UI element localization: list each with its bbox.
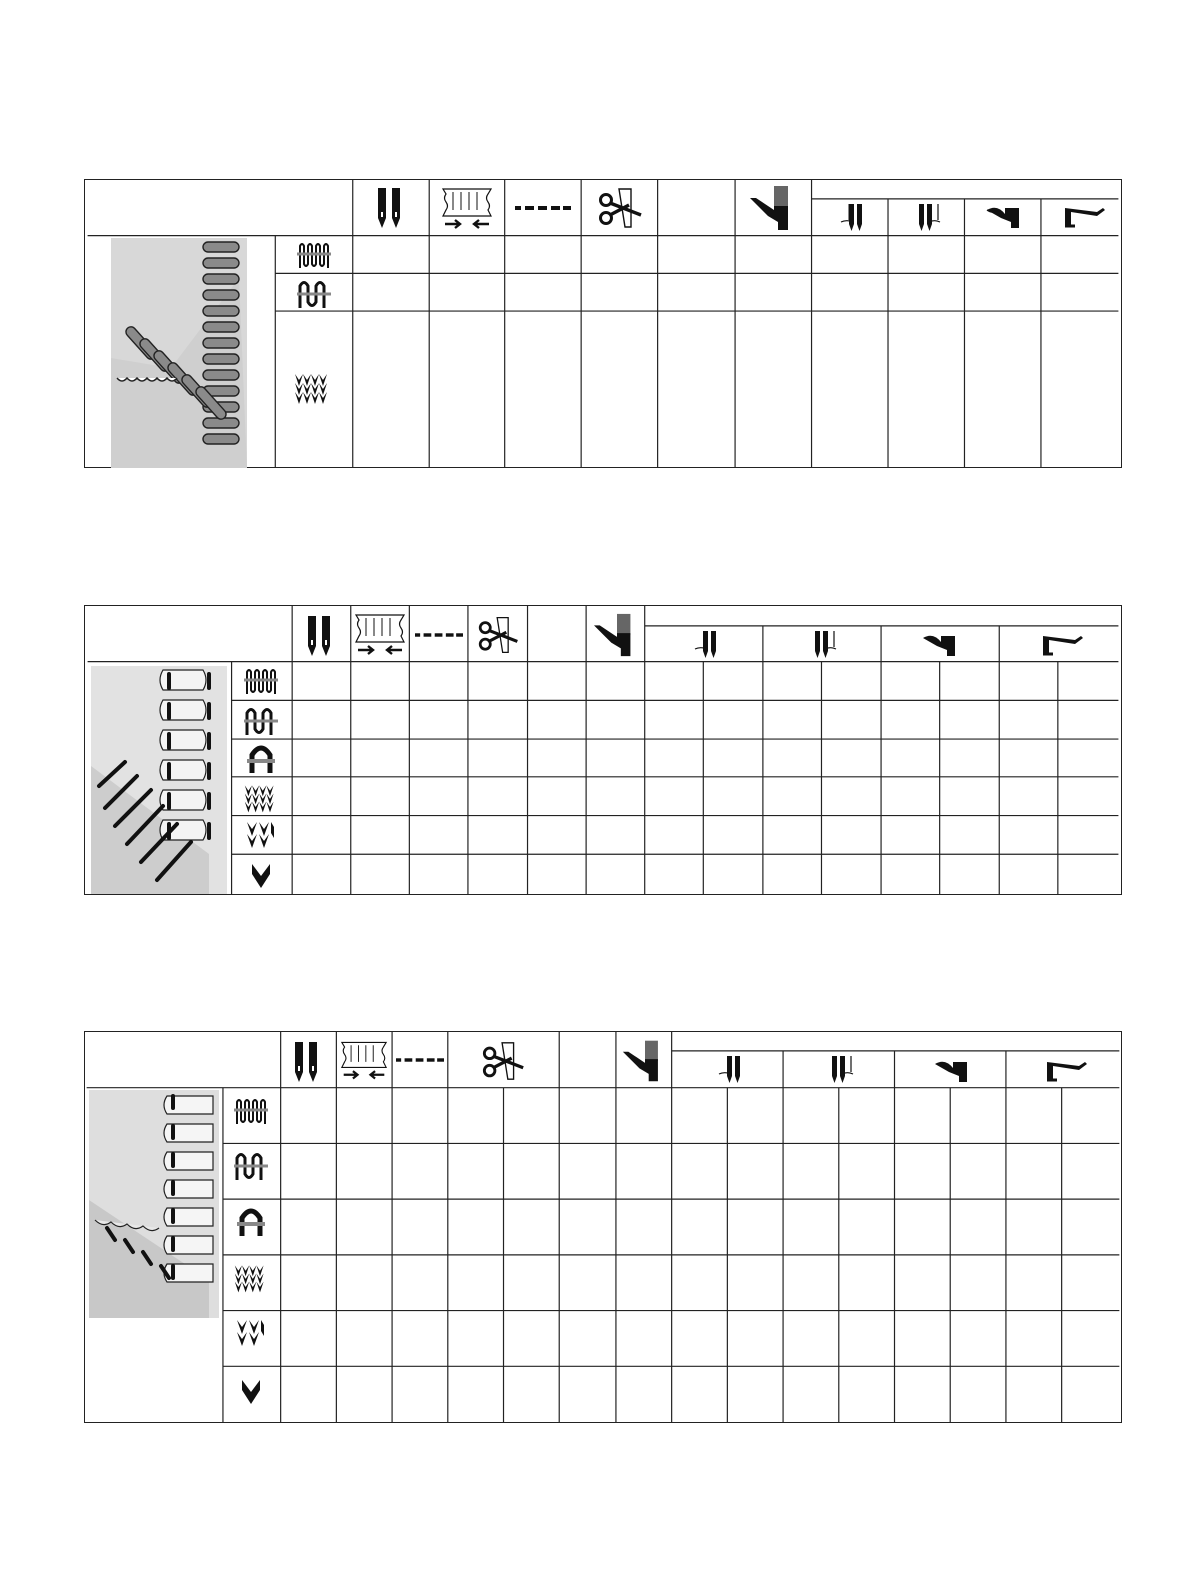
fabric-knit-fine-icon xyxy=(233,1262,269,1294)
stitch-length-dashes-icon xyxy=(515,202,571,214)
upper-looper-icon xyxy=(921,630,965,660)
lower-looper-icon xyxy=(1043,1058,1089,1084)
knife-scissors-icon xyxy=(477,612,521,658)
fabric-knit-heavy-icon xyxy=(250,860,272,890)
left-needle-thread-icon xyxy=(691,629,721,661)
gather-differential-feed-icon xyxy=(441,186,493,230)
fabric-medium-icon xyxy=(234,1150,268,1182)
right-needle-thread-icon xyxy=(827,1054,857,1086)
fabric-heavy-icon xyxy=(247,743,275,775)
fabric-heavy-icon xyxy=(237,1206,265,1238)
twin-needle-icon xyxy=(305,614,337,658)
stitch-length-dashes-icon xyxy=(415,629,463,641)
fabric-knit-heavy-icon xyxy=(240,1376,262,1406)
overlock-stitch-illustration xyxy=(111,238,247,468)
flatlock-ladder-stitch-illustration xyxy=(89,1090,219,1320)
fabric-knit-medium-icon xyxy=(245,820,277,852)
right-needle-thread-icon xyxy=(914,202,944,234)
fabric-sheer-icon xyxy=(297,240,331,270)
fabric-knit-fine-icon xyxy=(293,372,333,404)
twin-needle-icon xyxy=(375,186,407,230)
presser-foot-icon xyxy=(748,184,800,232)
lower-looper-icon xyxy=(1039,632,1085,658)
fabric-knit-fine-icon xyxy=(243,782,279,814)
right-needle-thread-icon xyxy=(810,629,840,661)
gather-differential-feed-icon xyxy=(340,1039,388,1081)
fabric-sheer-icon xyxy=(244,666,278,696)
upper-looper-icon xyxy=(933,1056,977,1086)
left-needle-thread-icon xyxy=(837,202,867,234)
presser-foot-icon xyxy=(592,612,642,658)
settings-table-2 xyxy=(84,605,1122,895)
fabric-medium-icon xyxy=(297,278,331,310)
settings-table-3 xyxy=(84,1031,1122,1423)
knife-scissors-icon xyxy=(481,1038,527,1084)
gather-differential-feed-icon xyxy=(354,612,406,656)
twin-needle-icon xyxy=(292,1040,324,1084)
fabric-knit-medium-icon xyxy=(235,1318,267,1350)
fabric-medium-icon xyxy=(244,705,278,737)
knife-scissors-icon xyxy=(597,185,645,231)
settings-table-1 xyxy=(84,179,1122,468)
left-needle-thread-icon xyxy=(715,1054,745,1086)
flatlock-stitch-illustration xyxy=(91,666,227,894)
lower-looper-icon xyxy=(1061,204,1107,230)
fabric-sheer-icon xyxy=(234,1096,268,1126)
stitch-length-dashes-icon xyxy=(396,1054,444,1066)
presser-foot-icon xyxy=(621,1038,669,1084)
upper-looper-icon xyxy=(985,202,1029,232)
